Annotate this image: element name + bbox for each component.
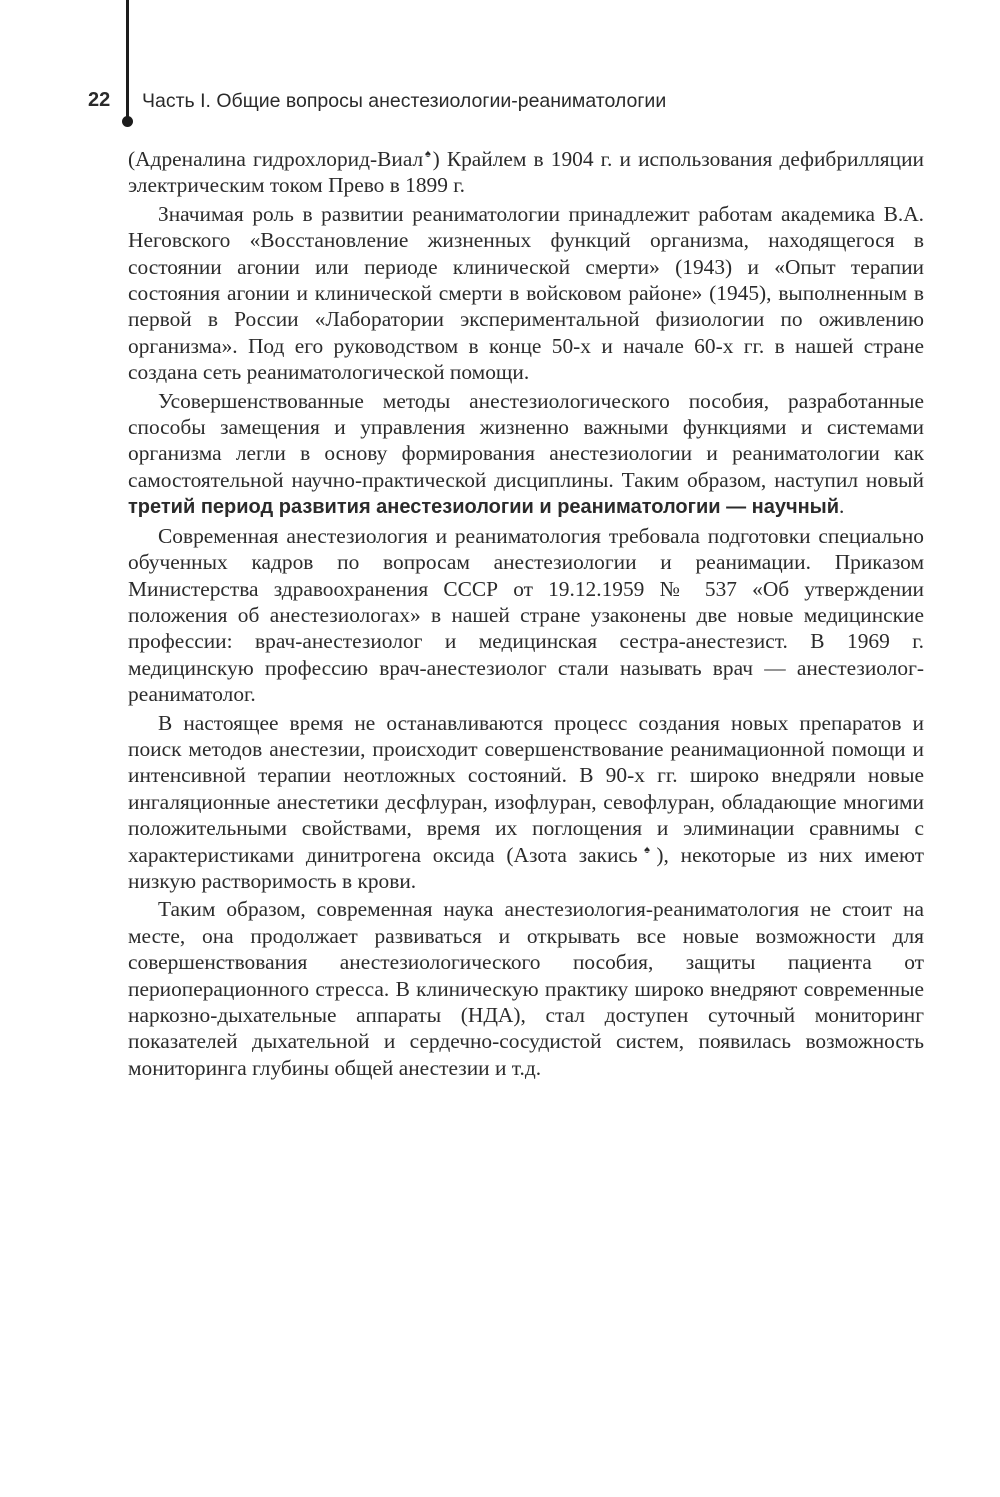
drug-mark-icon: ♠ (423, 148, 433, 160)
drug-mark-icon: ♠ (637, 843, 657, 856)
paragraph-4: Современная анестезиология и реаниматология требовала подготовки специально обученных кадров по вопросам анестезиологии и реанимации. Приказом Министерства здравоохранения СССР от 19.12.1959 № 537 «Об утверждении положения об анестезиологах» в нашей стране узаконены две новые медицинские профессии: врач-анестезиолог и медицинская сестра-анестезист. В 1969 г. медицинскую профессию врач-анестезиолог стали называть врач — анестезиолог-реаниматолог. (128, 523, 924, 707)
header-rule-dot (122, 116, 133, 127)
paragraph-3 (128, 388, 924, 521)
page-number: 22 (88, 89, 111, 111)
header-vertical-rule (126, 0, 129, 118)
paragraph-1-text-b: ) Крайлем в 1904 г. и использования дефибрилляции электрическим током Прево в 1899 г. (128, 147, 924, 198)
paragraph-5-text-b: ), некоторые из них имеют низкую растворимость в крови. (128, 842, 925, 893)
main-text (128, 146, 924, 1083)
running-head: Часть I. Общие вопросы анестезиологии-реаниматологии (142, 90, 667, 112)
paragraph-3-bold-text: третий период развития анестезиологии и реаниматологии — научный (128, 496, 840, 519)
paragraph-6: Таким образом, современная наука анестезиология-реаниматология не стоит на месте, она продолжает развиваться и открывать все новые возможности для совершенствования анестезиологического пособия, защиты пациента от периоперационного стресса. В клиническую практику широко внедряют современные наркозно-дыхательные аппараты (НДА), стал доступен суточный мониторинг показателей дыхательной и сердечно-сосудистой систем, появилась возможность мониторинга глубины общей анестезии и т.д. (128, 897, 924, 1080)
paragraph-1 (128, 146, 924, 199)
paragraph-2: Значимая роль в развитии реаниматологии принадлежит работам академика В.А. Неговского «Восстановление жизненных функций организма, находящегося в состоянии агонии или периоде клинической смерти» (1943) и «Опыт терапии состояния агонии и клинической смерти в войсковом районе» (1945), выполненным в первой в России «Лаборатории экспериментальной физиологии по оживлению организма». Под его руководством в конце 50-х и начале 60-х гг. в нашей стране создана сеть реаниматологической помощи. (128, 201, 924, 385)
paragraph-1-text-a: (Адреналина гидрохлорид-Виал (128, 147, 424, 171)
paragraph-3-text-b: . (839, 494, 845, 519)
paragraph-3-text-a: Усовершенствованные методы анестезиологического пособия, разработанные способы замещения и управления жизненно важными функциями и системами организма легли в основу формирования анестезиологии и реаниматологии как самостоятельной научно-практической дисциплины. Таким образом, наступил новый (128, 388, 924, 492)
paragraph-5-text-a: В настоящее время не останавливаются процесс создания новых препаратов и поиск методов анестезии, происходит совершенствование реанимационной помощи и интенсивной терапии неотложных состояний. В 90-х гг. широко внедряли новые ингаляционные анестетики десфлуран, изофлуран, севофлуран, обладающие многими положительными свойствами, время их поглощения и элиминации сравнимы с характеристиками динитрогена оксида (Азота закись (128, 710, 924, 867)
paragraph-5 (128, 710, 924, 895)
